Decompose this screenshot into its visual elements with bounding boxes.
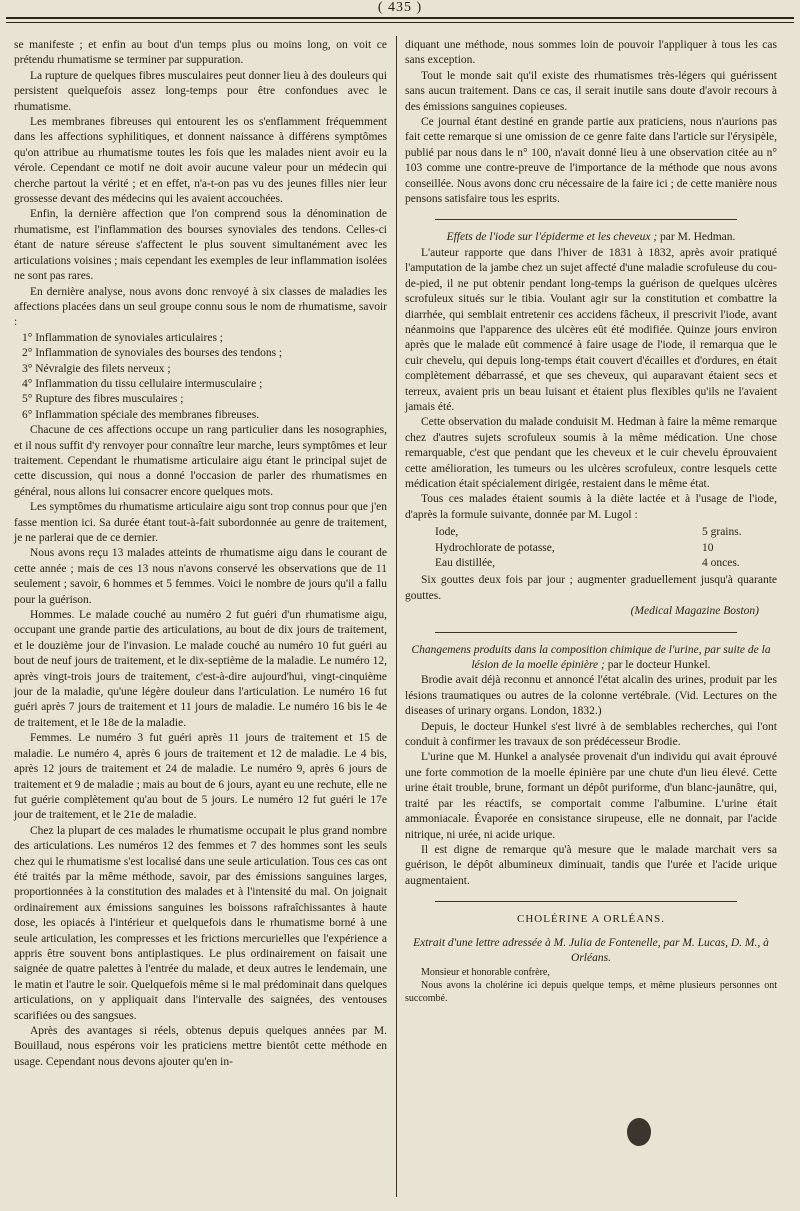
paragraph: Ce journal étant destiné en grande partie aux praticiens, nous n'aurions pas fait cette remarque si une omission de ce genre faite dans l'article sur l'érysipèle, publié par nous dans le n° 100, n'avait donné lieu à une observation citée au n° 103 comme une contre-preuve de l'importance de la méthode que nous avons conseillée. Nous avons donc cru nécessaire de la faire ici ; de cette manière nous pensons satisfaire tous les esprits. — [405, 116, 777, 206]
article-title-iode: Effets de l'iode sur l'épiderme et les cheveux ; par M. Hedman. — [446, 231, 736, 244]
recipe-quantity: 4 onces. — [702, 557, 740, 569]
paragraph: 1° Inflammation de synoviales articulaires ; — [22, 331, 223, 344]
article-iode-body — [405, 246, 777, 523]
paragraph: Enfin, la dernière affection que l'on comprend sous la dénomination de rhumatisme, est l'inflammation des bourses synoviales des tendons. Celles-ci étant de nature séreuse s'affectent le plus souvent simultanément avec les articulations voisines ; mais cependant les exemples de leur inflammation isolées ne sont pas rares. — [14, 208, 388, 283]
letter-salutation: Monsieur et honorable confrère, — [421, 967, 550, 979]
paragraph: Tout le monde sait qu'il existe des rhumatismes très-légers qui guérissent sans aucun traitement. Dans ce cas, il serait inutile sans doute d'avoir recours à des émissions sanguines copieuses. — [405, 69, 777, 113]
ink-blot — [627, 1118, 651, 1146]
paragraph: Il est digne de remarque qu'à mesure que le malade marchait vers sa guérison, le dépôt albumineux diminuait, tandis que l'urée et l'acide urique augmentaient. — [405, 843, 777, 887]
article-title-urine: Changemens produits dans la composition chimique de l'urine, par suite de la lésion de la moelle épinière ; par le docteur Hunkel. — [411, 643, 771, 672]
recipe-quantity: 5 grains. — [702, 526, 742, 539]
right-intro — [405, 38, 777, 207]
article-separator — [435, 219, 737, 220]
recipe-quantity: 10 — [702, 541, 714, 554]
recipe-closing: Six gouttes deux fois par jour ; augmenter graduellement jusqu'à quarante gouttes. — [405, 574, 777, 602]
article-separator — [435, 632, 737, 633]
paragraph: 5° Rupture des fibres musculaires ; — [22, 393, 184, 406]
paragraph: Après des avantages si réels, obtenus depuis quelques années par M. Bouillaud, nous espérons voir les praticiens mettre bientôt cette méthode en usage. Cependant nous devons ajouter qu'en in- — [14, 1025, 387, 1068]
paragraph: Cette observation du malade conduisit M. Hedman à faire la même remarque chez d'autres sujets scrofuleux soumis à la même médication. Une chose remarquable, c'est que pendant que les cheveux et le cuir chevelu éprouvaient cette amélioration, les tumeurs ou les ulcères scrofuleux, contre lesquels cette médication était spécialement dirigée, restaient dans le même état. — [405, 416, 777, 490]
recipe-row — [435, 525, 777, 540]
paragraph: Brodie avait déjà reconnu et annoncé l'état alcalin des urines, produit par les lésions traumatiques ou autres de la colonne vertébrale. (Vid. Lectures on the diseases of urinary organs. London, 1832.) — [405, 674, 777, 718]
article-separator — [435, 901, 737, 902]
recipe-row — [435, 541, 777, 556]
recipe-ingredient: Iode, — [435, 526, 459, 539]
paragraph: 4° Inflammation du tissu cellulaire intermusculaire ; — [22, 377, 263, 390]
paragraph: La rupture de quelques fibres musculaires peut donner lieu à des douleurs qui persistent quelquefois assez long-temps pour être confondues avec le rhumatisme. — [14, 69, 387, 113]
paragraph: diquant une méthode, nous sommes loin de pouvoir l'appliquer à tous les cas sans exception. — [405, 39, 777, 67]
paragraph: 3° Névralgie des filets nerveux ; — [22, 362, 171, 375]
right-column — [405, 38, 777, 1005]
recipe-list — [435, 525, 777, 571]
letter-body: Nous avons la cholérine ici depuis quelque temps, et même plusieurs personnes ont succombé. — [405, 980, 777, 1005]
paragraph: Tous ces malades étaient soumis à la diète lactée et à l'usage de l'iode, d'après la formule suivante, donnée par M. Lugol : — [405, 493, 777, 521]
paragraph: Depuis, le docteur Hunkel s'est livré à de semblables recherches, qui l'ont conduit à confirmer les travaux de son prédécesseur Brodie. — [405, 720, 777, 749]
recipe-row — [435, 556, 777, 571]
left-column — [14, 38, 387, 1070]
header-rule-thin — [6, 22, 794, 23]
source-citation: (Medical Magazine Boston) — [630, 605, 759, 618]
paragraph: Les membranes fibreuses qui entourent les os s'enflamment fréquemment dans les affections syphilitiques, et donnent naissance à différens symptômes qu'on attribue au rhumatisme toutes les fois que les malades nient avoir eu la vérole. Cependant ce motif ne doit avoir aucune valeur pour un médecin qui cherche partout la vérité ; et en effet, n'a-t-on pas vu des jeunes filles nier leur grossesse devant des médecins qui les avaient accouchées. — [14, 116, 387, 206]
paragraph: L'urine que M. Hunkel a analysée provenait d'un individu qui avait éprouvé une forte commotion de la moelle épinière par une chute d'un lieu élevé. Cette urine était trouble, brune, formant un dépôt puriforme, d'un blanc-jaunâtre, qui, traité par les réactifs, se comportait comme l'albumine. L'urine était ammoniacale. Évaporée en consistance sirupeuse, elle ne donnait, par l'acide nitrique, ni urée, ni acide urique. — [405, 751, 777, 841]
paragraph: Chacune de ces affections occupe un rang particulier dans les nosographies, et il nous suffit d'y renvoyer pour connaître leur marche, leurs symptômes et leur traitement. Cependant le rhumatisme articulaire aigu étant le principal sujet de cette discussion, qui nous a donné l'occasion de parler des rhumatismes en général, nous allons lui consacrer encore quelques mots. — [14, 424, 387, 498]
letter-subtitle: Extrait d'une lettre adressée à M. Julia de Fontenelle, par M. Lucas, D. M., à Orléans. — [413, 936, 769, 964]
recipe-ingredient: Hydrochlorate de potasse, — [435, 541, 555, 554]
page-number: ( 435 ) — [377, 0, 423, 15]
column-divider — [396, 36, 397, 1197]
paragraph: Chez la plupart de ces malades le rhumatisme occupait le plus grand nombre des articulations. Les numéros 12 des femmes et 7 des hommes sont les seuls chez qui le rhumatisme s'est localisé dans une seule articulation. Tous ces cas ont été traités par la même méthode, savoir, par des émissions sanguines larges, proportionnées à la constitution des malades et à l'intensité du mal. On joignait ordinairement aux émissions sanguines les boissons rafraîchissantes à haute dose, les opiacés à l'intérieur et quelquefois dans le rhumatisme borné à une seule articulation, les compresses et les frictions mercurielles que l'expérience a appris être souvent bons antiplastiques. Le plus ordinairement on faisait une saignée de quatre palettes à l'entrée du malade, et deux autres le lendemain, une le matin et l'autre le soir. Quelquefois même si le mal prédominait dans quelques articulations, on y appliquait dans l'intervalle des saignées, des ventouses scarifiées ou des sangsues. — [14, 824, 387, 1022]
article-urine-body — [405, 673, 777, 889]
header-rule — [6, 17, 794, 19]
paragraph: 6° Inflammation spéciale des membranes fibreuses. — [22, 408, 260, 421]
paragraph: En dernière analyse, nous avons donc renvoyé à six classes de maladies les affections placées dans un seul groupe connu sous le nom de rhumatisme, savoir : — [14, 285, 387, 329]
paragraph: Nous avons reçu 13 malades atteints de rhumatisme aigu dans le courant de cette année ; mais de ces 13 nous n'avons conservé les observations que de 11 seulement ; savoir, 6 hommes et 5 femmes. Voici le nombre de jours qu'il a fallu pour la guérison. — [14, 547, 387, 606]
recipe-ingredient: Eau distillée, — [435, 557, 496, 569]
paragraph: Femmes. Le numéro 3 fut guéri après 11 jours de traitement et 15 de maladie. Le numéro 4, après 6 jours de traitement et 12 de maladie. Le 4 bis, après 12 jours de traitement et 24 de maladie. Le numéro 9, après 6 jours de traitement et 9 de maladie ; mais au bout de 6 jours, ayant eu une rechute, elle ne fut guérie complètement qu'au bout de 5 jours. Le numéro 12 fut guéri le 17e jour de traitement, et le 21e de maladie. — [14, 732, 387, 822]
article-heading-cholerine: CHOLÉRINE A ORLÉANS. — [516, 913, 666, 926]
paragraph: L'auteur rapporte que dans l'hiver de 1831 à 1832, après avoir pratiqué l'amputation de la jambe chez un sujet affecté d'une maladie scrofuleuse du cou-de-pied, il ne put obtenir pendant long-temps la guérison de quelques ulcères scrofuleux situés sur le tibia. Voulant agir sur la constitution et combattre la diarrhée, qui semblait entretenir ces accidens fâcheux, il prescrivit l'iode, avant néanmoins que l'apparence des ulcères eût été modifiée. Quinze jours environ après que le malade eût commencé à faire usage de l'iode, il remarqua que le cuir chevelu, qui depuis long-temps était couvert d'écailles et d'ordures, en était complètement débarrassé, et que ses cheveux, qui auparavant étaient secs et terreux, avaient pris un beau luisant et étaient plus flexibles qu'ils ne l'avaient jamais été. — [405, 246, 777, 413]
paragraph: Hommes. Le malade couché au numéro 2 fut guéri d'un rhumatisme aigu, occupant une grande partie des articulations, au bout de dix jours de traitement, et le douzième jour de l'invasion. Le malade couché au numéro 10 fut guéri au bout de neuf jours de traitement, et le dix-septième de la maladie. Le numéro 12, après vingt-trois jours de traitement, c'est-à-dire aujourd'hui, vingt-cinquième jour de la maladie, qu'une légère douleur dans l'articulation. Le numéro 16 fut guéri après 7 jours de traitement et 11 jours de maladie. Le numéro 16 bis le 4e de traitement, et le 18e de la maladie. — [14, 609, 387, 729]
paragraph: Les symptômes du rhumatisme articulaire aigu sont trop connus pour que j'en fasse mention ici. Sa durée étant tout-à-fait subordonnée au genre de traitement, je ne parlerai que de ce dernier. — [14, 501, 387, 544]
paragraph: 2° Inflammation de synoviales des bourses des tendons ; — [22, 347, 283, 360]
paragraph: se manifeste ; et enfin au bout d'un temps plus ou moins long, on voit ce prétendu rhumatisme se terminer par suppuration. — [14, 39, 387, 67]
